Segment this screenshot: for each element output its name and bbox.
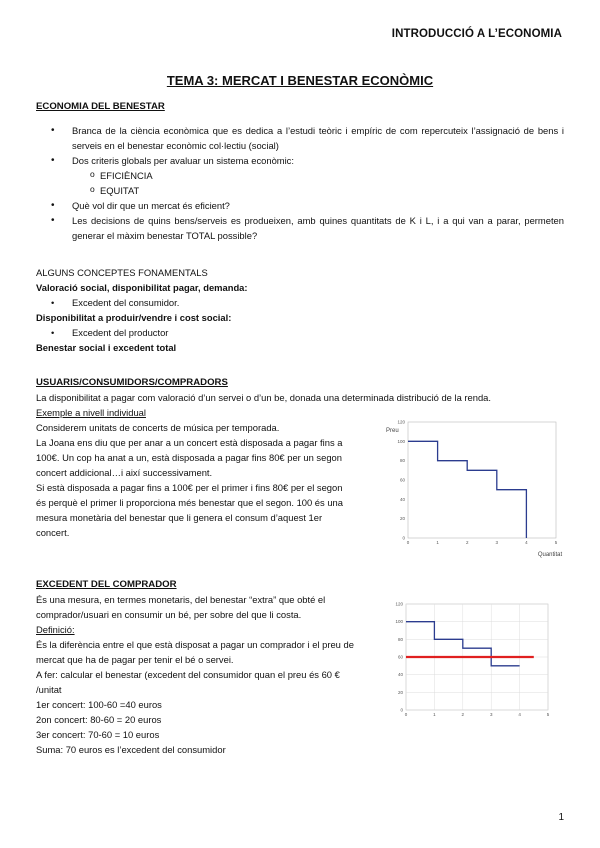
y-tick-label: 120 [397,419,405,425]
x-tick-label: 2 [461,712,465,717]
x-tick-label: 1 [433,712,436,717]
x-axis-label: Quantitat [537,552,563,558]
y-tick-label: 60 [397,654,403,660]
afer-line: /unitat [36,684,62,696]
list-item: • Excedent del productor [51,327,169,339]
y-tick-label: 100 [395,619,403,625]
running-header: INTRODUCCIÓ A L’ECONOMIA [391,28,562,40]
bullet-text: Branca de la ciència econòmica que es dedica a l’estudi teòric i empíric de com repercuteix l’assignació de bens i serveis en el benestar econòmic col·lectiu (social) [72,125,564,152]
example-line: La Joana ens diu que per anar a un concert està disposada a pagar fins a [36,437,343,449]
conceptes-heading: ALGUNS CONCEPTES FONAMENTALS [36,267,208,278]
page-number: 1 [558,812,564,823]
x-tick-label: 3 [495,540,499,545]
y-tick-label: 80 [397,636,403,642]
afer-line: A fer: calcular el benestar (excedent del consumidor quan el preu és 60 € [36,669,340,681]
x-tick-label: 3 [489,712,493,717]
page-title: TEMA 3: MERCAT I BENESTAR ECONÒMIC [166,73,434,88]
example-line: mesura monetària del benestar que li genera el consum d’aquest 1er [36,512,323,524]
example-line: 100€. Un cop ha anat a un, està disposada a pagar fins 80€ per un segon [36,452,342,464]
y-tick-label: 60 [399,477,405,483]
example-line: és perquè el primer li proporciona més benestar que el segon. 100 és una [36,497,343,509]
example-line: Considerem unitats de concerts de música per temporada. [36,422,280,433]
y-tick-label: 40 [399,496,405,502]
definicio-label: Definició: [36,624,75,636]
plot-frame [408,422,556,538]
list-item [36,198,564,213]
definicio-line: És la diferència entre el que està disposat a pagar un comprador i el preu de [36,639,354,651]
example-line: Si està disposada a pagar fins a 100€ per el primer i fins 80€ per el segon [36,482,343,494]
benestar-bullets [36,123,564,243]
excedent-block [36,592,386,758]
calc-line: 1er concert: 100-60 =40 euros [36,699,162,711]
y-tick-label: 120 [395,601,403,607]
usuaris-definition [36,390,564,420]
bullet-text: Dos criteris globals per avaluar un sistema econòmic: [72,155,294,167]
excedent-line: És una mesura, en termes monetaris, del benestar “extra” que obté el [36,594,326,605]
x-tick-label: 0 [404,712,408,717]
definicio-line: mercat que ha de pagar per tenir el bé o servei. [36,654,234,666]
x-tick-label: 5 [546,712,550,717]
bullet-text: Excedent del productor [72,327,169,339]
y-tick-label: 80 [399,458,405,464]
usuaris-example [36,420,366,540]
benestar-heading: ECONOMIA DEL BENESTAR [36,101,165,112]
calc-line: Suma: 70 euros es l’excedent del consumidor [36,744,226,756]
conceptes-block [36,265,436,355]
usuaris-heading: USUARIS/CONSUMIDORS/COMPRADORS [36,377,228,388]
x-tick-label: 1 [436,540,439,545]
list-item [36,123,564,153]
demand-chart [378,418,564,560]
y-tick-label: 40 [397,672,403,678]
list-item: • Excedent del consumidor. [51,297,180,309]
y-tick-label: 20 [399,516,405,522]
y-axis-label: Preu [386,428,399,434]
benestar-social-label: Benestar social i excedent total [36,342,177,354]
disponibilitat-label: Disponibilitat a produir/vendre i cost social: [36,312,232,324]
y-tick-label: 100 [397,438,405,444]
example-line: concert. [36,527,70,539]
excedent-heading: EXCEDENT DEL COMPRADOR [36,579,177,590]
x-tick-label: 2 [465,540,469,545]
definition-text: La disponibilitat a pagar com valoració d’un servei o d’un be, donada una determinada distribució de la renda. [36,392,491,403]
surplus-chart [392,598,552,720]
criteria-item: o EFICIÈNCIA [72,168,564,183]
y-tick-label: 0 [400,707,403,713]
calc-line: 3er concert: 70-60 = 10 euros [36,729,160,741]
bullet-text: Excedent del consumidor. [72,297,180,309]
x-tick-label: 0 [406,540,410,545]
x-tick-label: 5 [554,540,558,545]
excedent-line: comprador/usuari en consumir un bé, per sobre del que li costa. [36,609,302,621]
criteria-list [72,168,564,198]
bullet-text: Què vol dir que un mercat és eficient? [72,200,230,212]
bullet-text: Les decisions de quins bens/serveis es produeixen, amb quines quantitats de K i L, i a qui van a parar, permeten generar el màxim benestar TOTAL possible? [72,215,564,242]
example-line: concert addicional…i així successivament. [36,467,213,479]
x-tick-label: 4 [518,712,521,717]
demand-step-line [408,441,526,538]
criteria-item: o EQUITAT [72,183,564,198]
calc-line: 2on concert: 80-60 = 20 euros [36,714,162,726]
valoracio-label: Valoració social, disponibilitat pagar, demanda: [36,282,248,294]
y-tick-label: 20 [397,689,403,695]
y-tick-label: 0 [402,535,405,541]
exemple-heading: Exemple a nivell individual [36,407,146,419]
list-item [36,213,564,243]
list-item [36,153,564,198]
x-tick-label: 4 [525,540,528,545]
